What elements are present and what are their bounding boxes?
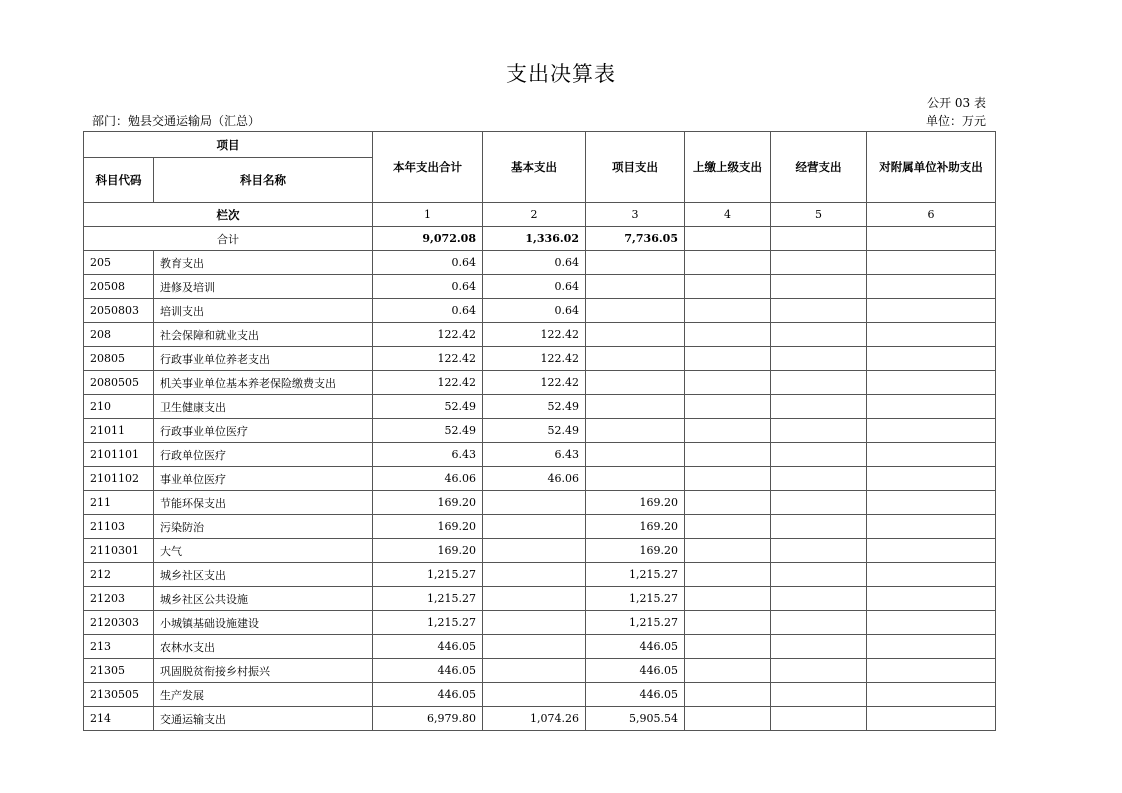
business-cell bbox=[771, 395, 867, 419]
total-cell: 6.43 bbox=[373, 443, 483, 467]
table-row bbox=[84, 251, 996, 275]
project-cell: 446.05 bbox=[586, 659, 685, 683]
name-cell: 培训支出 bbox=[154, 299, 373, 323]
header-project-expenditure: 项目支出 bbox=[586, 132, 685, 203]
name-cell: 交通运输支出 bbox=[154, 707, 373, 731]
total-cell: 122.42 bbox=[373, 323, 483, 347]
name-cell: 大气 bbox=[154, 539, 373, 563]
header-basic: 基本支出 bbox=[483, 132, 586, 203]
total-cell: 6,979.80 bbox=[373, 707, 483, 731]
total-cell: 446.05 bbox=[373, 683, 483, 707]
name-cell: 进修及培训 bbox=[154, 275, 373, 299]
name-cell: 巩固脱贫衔接乡村振兴 bbox=[154, 659, 373, 683]
upper-cell bbox=[685, 299, 771, 323]
code-cell: 21103 bbox=[84, 515, 154, 539]
total-row bbox=[84, 227, 996, 251]
total-cell: 1,215.27 bbox=[373, 611, 483, 635]
basic-cell bbox=[483, 611, 586, 635]
header-subsidiary: 对附属单位补助支出 bbox=[867, 132, 996, 203]
basic-cell bbox=[483, 491, 586, 515]
header-project: 项目 bbox=[84, 132, 373, 158]
table-row bbox=[84, 659, 996, 683]
subsidiary-cell bbox=[867, 587, 996, 611]
code-cell: 21203 bbox=[84, 587, 154, 611]
name-cell: 教育支出 bbox=[154, 251, 373, 275]
basic-cell bbox=[483, 683, 586, 707]
subsidiary-cell bbox=[867, 275, 996, 299]
business-cell bbox=[771, 323, 867, 347]
project-cell bbox=[586, 371, 685, 395]
name-cell: 社会保障和就业支出 bbox=[154, 323, 373, 347]
name-cell: 城乡社区公共设施 bbox=[154, 587, 373, 611]
project-cell: 169.20 bbox=[586, 491, 685, 515]
table-row bbox=[84, 515, 996, 539]
basic-cell bbox=[483, 635, 586, 659]
basic-cell: 6.43 bbox=[483, 443, 586, 467]
basic-cell: 52.49 bbox=[483, 395, 586, 419]
total-cell: 1,215.27 bbox=[373, 587, 483, 611]
upper-cell bbox=[685, 347, 771, 371]
total-business bbox=[771, 227, 867, 251]
total-basic: 1,336.02 bbox=[483, 227, 586, 251]
project-cell: 1,215.27 bbox=[586, 587, 685, 611]
total-cell: 169.20 bbox=[373, 515, 483, 539]
table-row bbox=[84, 563, 996, 587]
project-cell: 446.05 bbox=[586, 635, 685, 659]
business-cell bbox=[771, 707, 867, 731]
code-cell: 205 bbox=[84, 251, 154, 275]
subsidiary-cell bbox=[867, 515, 996, 539]
basic-cell: 122.42 bbox=[483, 323, 586, 347]
code-cell: 20805 bbox=[84, 347, 154, 371]
header-name: 科目名称 bbox=[154, 158, 373, 203]
code-cell: 2080505 bbox=[84, 371, 154, 395]
upper-cell bbox=[685, 323, 771, 347]
upper-cell bbox=[685, 275, 771, 299]
business-cell bbox=[771, 563, 867, 587]
table-row bbox=[84, 395, 996, 419]
project-cell: 169.20 bbox=[586, 539, 685, 563]
total-cell: 446.05 bbox=[373, 659, 483, 683]
unit-label: 单位：万元 bbox=[925, 114, 986, 128]
code-cell: 214 bbox=[84, 707, 154, 731]
upper-cell bbox=[685, 611, 771, 635]
upper-cell bbox=[685, 491, 771, 515]
basic-cell bbox=[483, 563, 586, 587]
table-row bbox=[84, 371, 996, 395]
business-cell bbox=[771, 635, 867, 659]
subsidiary-cell bbox=[867, 683, 996, 707]
total-cell: 169.20 bbox=[373, 539, 483, 563]
subsidiary-cell bbox=[867, 419, 996, 443]
header-total: 本年支出合计 bbox=[373, 132, 483, 203]
name-cell: 城乡社区支出 bbox=[154, 563, 373, 587]
total-upper bbox=[685, 227, 771, 251]
lanci-col: 3 bbox=[586, 203, 685, 227]
table-row bbox=[84, 467, 996, 491]
name-cell: 农林水支出 bbox=[154, 635, 373, 659]
project-cell bbox=[586, 467, 685, 491]
name-cell: 行政单位医疗 bbox=[154, 443, 373, 467]
header-business: 经营支出 bbox=[771, 132, 867, 203]
subsidiary-cell bbox=[867, 251, 996, 275]
table-row bbox=[84, 539, 996, 563]
basic-cell: 0.64 bbox=[483, 299, 586, 323]
total-amount: 9,072.08 bbox=[373, 227, 483, 251]
business-cell bbox=[771, 251, 867, 275]
basic-cell bbox=[483, 587, 586, 611]
basic-cell: 0.64 bbox=[483, 275, 586, 299]
name-cell: 节能环保支出 bbox=[154, 491, 373, 515]
code-cell: 21011 bbox=[84, 419, 154, 443]
business-cell bbox=[771, 683, 867, 707]
upper-cell bbox=[685, 587, 771, 611]
basic-cell: 46.06 bbox=[483, 467, 586, 491]
name-cell: 小城镇基础设施建设 bbox=[154, 611, 373, 635]
basic-cell: 122.42 bbox=[483, 371, 586, 395]
subsidiary-cell bbox=[867, 467, 996, 491]
business-cell bbox=[771, 587, 867, 611]
upper-cell bbox=[685, 443, 771, 467]
project-cell bbox=[586, 323, 685, 347]
lanci-col: 2 bbox=[483, 203, 586, 227]
total-cell: 446.05 bbox=[373, 635, 483, 659]
total-subsidiary bbox=[867, 227, 996, 251]
subsidiary-cell bbox=[867, 539, 996, 563]
name-cell: 行政事业单位医疗 bbox=[154, 419, 373, 443]
lanci-row bbox=[84, 203, 996, 227]
basic-cell: 0.64 bbox=[483, 251, 586, 275]
business-cell bbox=[771, 299, 867, 323]
name-cell: 机关事业单位基本养老保险缴费支出 bbox=[154, 371, 373, 395]
business-cell bbox=[771, 611, 867, 635]
table-row bbox=[84, 443, 996, 467]
lanci-col: 4 bbox=[685, 203, 771, 227]
basic-cell: 1,074.26 bbox=[483, 707, 586, 731]
total-cell: 0.64 bbox=[373, 275, 483, 299]
code-cell: 210 bbox=[84, 395, 154, 419]
total-cell: 169.20 bbox=[373, 491, 483, 515]
business-cell bbox=[771, 443, 867, 467]
total-cell: 122.42 bbox=[373, 347, 483, 371]
lanci-label: 栏次 bbox=[84, 203, 373, 227]
name-cell: 生产发展 bbox=[154, 683, 373, 707]
code-cell: 20508 bbox=[84, 275, 154, 299]
subsidiary-cell bbox=[867, 443, 996, 467]
table-row bbox=[84, 683, 996, 707]
code-cell: 2120303 bbox=[84, 611, 154, 635]
total-cell: 46.06 bbox=[373, 467, 483, 491]
business-cell bbox=[771, 371, 867, 395]
code-cell: 2101101 bbox=[84, 443, 154, 467]
code-cell: 212 bbox=[84, 563, 154, 587]
table-row bbox=[84, 323, 996, 347]
upper-cell bbox=[685, 659, 771, 683]
upper-cell bbox=[685, 467, 771, 491]
project-cell bbox=[586, 443, 685, 467]
total-cell: 1,215.27 bbox=[373, 563, 483, 587]
name-cell: 事业单位医疗 bbox=[154, 467, 373, 491]
upper-cell bbox=[685, 635, 771, 659]
business-cell bbox=[771, 539, 867, 563]
table-row bbox=[84, 635, 996, 659]
project-cell: 1,215.27 bbox=[586, 563, 685, 587]
basic-cell bbox=[483, 659, 586, 683]
upper-cell bbox=[685, 515, 771, 539]
subsidiary-cell bbox=[867, 563, 996, 587]
subsidiary-cell bbox=[867, 347, 996, 371]
lanci-col: 1 bbox=[373, 203, 483, 227]
project-cell bbox=[586, 299, 685, 323]
business-cell bbox=[771, 275, 867, 299]
total-cell: 52.49 bbox=[373, 395, 483, 419]
upper-cell bbox=[685, 371, 771, 395]
code-cell: 2110301 bbox=[84, 539, 154, 563]
expenditure-table bbox=[83, 131, 996, 731]
name-cell: 行政事业单位养老支出 bbox=[154, 347, 373, 371]
total-project: 7,736.05 bbox=[586, 227, 685, 251]
upper-cell bbox=[685, 251, 771, 275]
table-row bbox=[84, 707, 996, 731]
business-cell bbox=[771, 659, 867, 683]
header-upper-level: 上缴上级支出 bbox=[685, 132, 771, 203]
code-cell: 213 bbox=[84, 635, 154, 659]
table-row bbox=[84, 347, 996, 371]
code-cell: 2130505 bbox=[84, 683, 154, 707]
basic-cell bbox=[483, 515, 586, 539]
table-row bbox=[84, 299, 996, 323]
business-cell bbox=[771, 491, 867, 515]
subsidiary-cell bbox=[867, 659, 996, 683]
page-title: 支出决算表 bbox=[506, 62, 616, 86]
total-cell: 52.49 bbox=[373, 419, 483, 443]
subsidiary-cell bbox=[867, 491, 996, 515]
upper-cell bbox=[685, 395, 771, 419]
basic-cell: 52.49 bbox=[483, 419, 586, 443]
table-row bbox=[84, 419, 996, 443]
basic-cell bbox=[483, 539, 586, 563]
total-label: 合计 bbox=[84, 227, 373, 251]
project-cell bbox=[586, 275, 685, 299]
project-cell: 446.05 bbox=[586, 683, 685, 707]
basic-cell: 122.42 bbox=[483, 347, 586, 371]
upper-cell bbox=[685, 539, 771, 563]
lanci-col: 6 bbox=[867, 203, 996, 227]
code-cell: 21305 bbox=[84, 659, 154, 683]
business-cell bbox=[771, 467, 867, 491]
business-cell bbox=[771, 347, 867, 371]
code-cell: 2050803 bbox=[84, 299, 154, 323]
department-label: 部门：勉县交通运输局（汇总） bbox=[92, 114, 261, 128]
code-cell: 2101102 bbox=[84, 467, 154, 491]
subsidiary-cell bbox=[867, 611, 996, 635]
table-row bbox=[84, 275, 996, 299]
subsidiary-cell bbox=[867, 371, 996, 395]
total-cell: 0.64 bbox=[373, 299, 483, 323]
upper-cell bbox=[685, 707, 771, 731]
total-cell: 122.42 bbox=[373, 371, 483, 395]
name-cell: 卫生健康支出 bbox=[154, 395, 373, 419]
project-cell bbox=[586, 419, 685, 443]
table-row bbox=[84, 587, 996, 611]
code-cell: 208 bbox=[84, 323, 154, 347]
code-cell: 211 bbox=[84, 491, 154, 515]
subsidiary-cell bbox=[867, 707, 996, 731]
name-cell: 污染防治 bbox=[154, 515, 373, 539]
table-row bbox=[84, 611, 996, 635]
subsidiary-cell bbox=[867, 395, 996, 419]
project-cell bbox=[586, 395, 685, 419]
upper-cell bbox=[685, 563, 771, 587]
upper-cell bbox=[685, 683, 771, 707]
table-row bbox=[84, 491, 996, 515]
upper-cell bbox=[685, 419, 771, 443]
total-cell: 0.64 bbox=[373, 251, 483, 275]
subsidiary-cell bbox=[867, 635, 996, 659]
project-cell: 1,215.27 bbox=[586, 611, 685, 635]
subsidiary-cell bbox=[867, 323, 996, 347]
project-cell bbox=[586, 347, 685, 371]
business-cell bbox=[771, 419, 867, 443]
header-code: 科目代码 bbox=[84, 158, 154, 203]
table-number: 公开 03 表 bbox=[927, 96, 986, 110]
business-cell bbox=[771, 515, 867, 539]
project-cell bbox=[586, 251, 685, 275]
lanci-col: 5 bbox=[771, 203, 867, 227]
project-cell: 5,905.54 bbox=[586, 707, 685, 731]
subsidiary-cell bbox=[867, 299, 996, 323]
project-cell: 169.20 bbox=[586, 515, 685, 539]
